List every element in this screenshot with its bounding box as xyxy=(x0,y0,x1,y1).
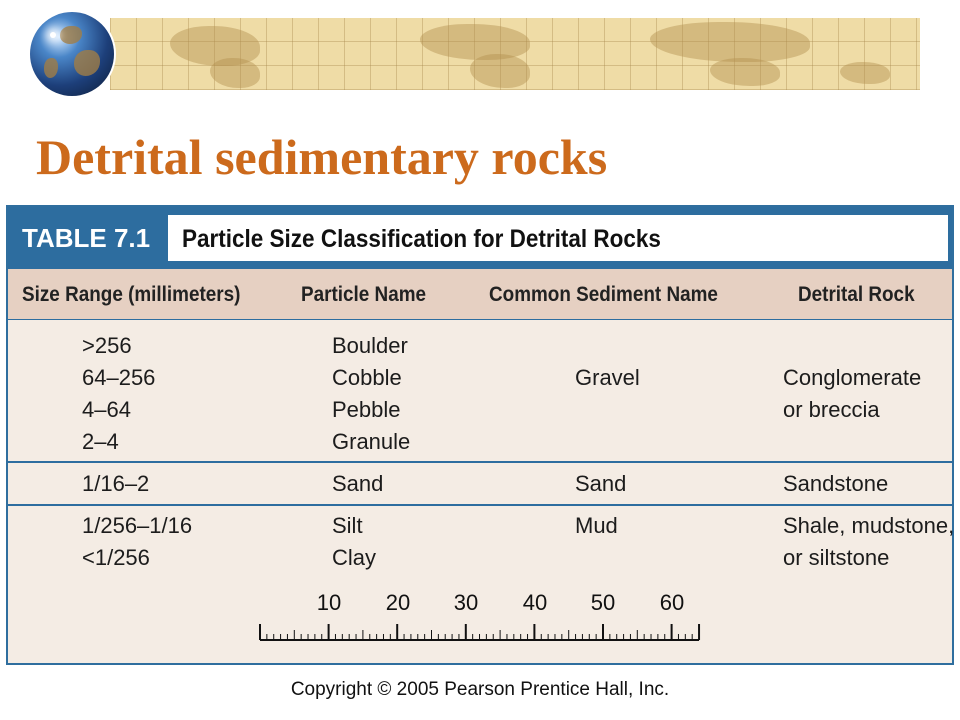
world-map-banner xyxy=(110,18,920,90)
size-range-cell: 1/16–2 xyxy=(82,471,150,496)
globe-icon xyxy=(30,12,114,96)
scale-label: 50 xyxy=(590,590,616,615)
particle-name-cell: Pebble xyxy=(332,397,401,422)
classification-table xyxy=(6,205,954,665)
size-range-cell: 64–256 xyxy=(82,365,156,390)
particle-name-cell: Sand xyxy=(332,471,384,496)
row-divider xyxy=(8,461,952,463)
scale-label: 20 xyxy=(385,590,411,615)
size-range-cell: >256 xyxy=(82,333,132,358)
column-header-sediment-name: Common Sediment Name xyxy=(489,283,718,306)
size-range-cell: 1/256–1/16 xyxy=(82,513,193,538)
sediment-name-cell: Sand xyxy=(575,471,627,496)
table-caption-box xyxy=(168,215,948,261)
size-range-cell: 2–4 xyxy=(82,429,119,454)
particle-name-cell: Boulder xyxy=(332,333,408,358)
sediment-name-cell: Gravel xyxy=(575,365,640,390)
slide-title: Detrital sedimentary rocks xyxy=(36,129,608,185)
column-header-size-range: Size Range (millimeters) xyxy=(22,283,241,306)
detrital-rock-cell: Shale, mudstone, xyxy=(783,513,955,538)
copyright-notice: Copyright © 2005 Pearson Prentice Hall, Inc. xyxy=(290,679,670,700)
ruler-ticks xyxy=(255,618,705,648)
detrital-rock-cell: or siltstone xyxy=(783,545,890,570)
column-header-particle-name: Particle Name xyxy=(301,283,427,306)
column-header-detrital-rock: Detrital Rock xyxy=(798,283,915,306)
table-header-bar xyxy=(8,207,952,269)
detrital-rock-cell: Sandstone xyxy=(783,471,889,496)
size-range-cell: 4–64 xyxy=(82,397,131,422)
table-number: TABLE 7.1 xyxy=(22,223,151,253)
detrital-rock-cell: or breccia xyxy=(783,397,880,422)
particle-name-cell: Cobble xyxy=(332,365,402,390)
detrital-rock-cell: Conglomerate xyxy=(783,365,922,390)
scale-label: 40 xyxy=(522,590,548,615)
sediment-name-cell: Mud xyxy=(575,513,618,538)
particle-name-cell: Clay xyxy=(332,545,377,570)
particle-name-cell: Silt xyxy=(332,513,363,538)
column-header-row xyxy=(8,269,952,320)
row-divider xyxy=(8,504,952,506)
scale-label: 10 xyxy=(316,590,342,615)
size-range-cell: <1/256 xyxy=(82,545,150,570)
scale-label: 60 xyxy=(659,590,685,615)
particle-name-cell: Granule xyxy=(332,429,411,454)
table-caption: Particle Size Classification for Detrital Rocks xyxy=(182,225,661,253)
scale-label: 30 xyxy=(453,590,479,615)
